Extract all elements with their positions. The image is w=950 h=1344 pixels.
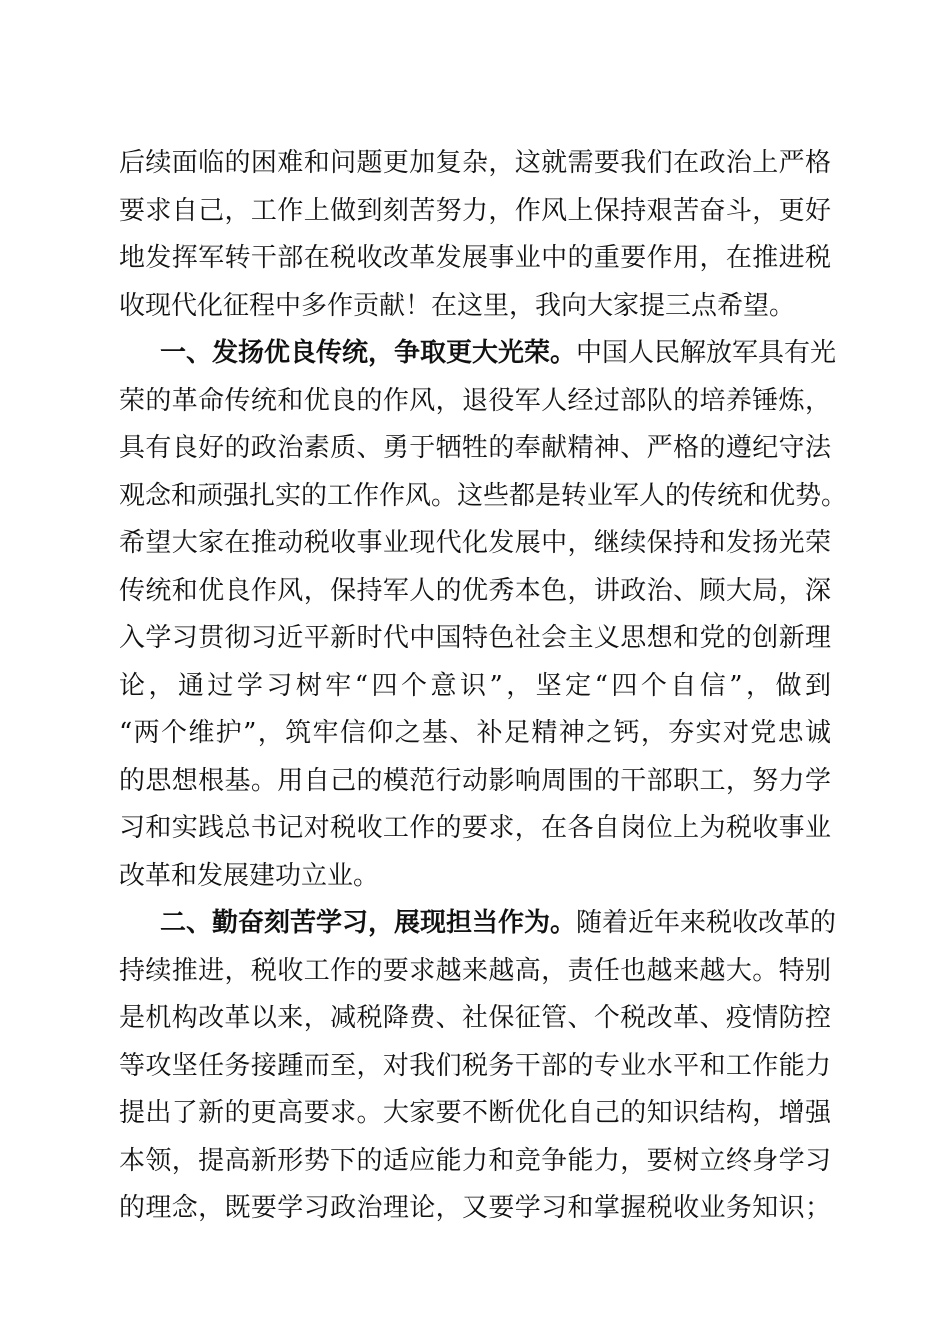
text-line: 的理念，既要学习政治理论，又要学习和掌握税收业务知识； [119, 1193, 831, 1223]
text-line: 具有良好的政治素质、勇于牺牲的奉献精神、严格的遵纪守法 [119, 433, 831, 463]
body-text [119, 140, 848, 1233]
text-line: 要求自己，工作上做到刻苦努力，作风上保持艰苦奋斗，更好 [119, 195, 831, 226]
text-line: 等攻坚任务接踵而至，对我们税务干部的专业水平和工作能力 [119, 1050, 831, 1081]
text-line: 持续推进，税收工作的要求越来越高，责任也越来越大。特别 [119, 955, 831, 986]
text-line: 观念和顽强扎实的工作作风。这些都是转业军人的传统和优势。 [119, 480, 848, 511]
section-2-first-line [119, 900, 837, 948]
text-line: 的思想根基。用自己的模范行动影响周围的干部职工，努力学 [119, 765, 831, 796]
text-line: 改革和发展建功立业。 [119, 860, 380, 891]
text-line: 入学习贯彻习近平新时代中国特色社会主义思想和党的创新理 [119, 623, 831, 653]
text-line: 习和实践总书记对税收工作的要求，在各自岗位上为税收事业 [119, 813, 831, 843]
section-1-first-line-text: 中国人民解放军具有光 [576, 338, 837, 368]
text-line: 希望大家在推动税收事业现代化发展中，继续保持和发扬光荣 [119, 528, 831, 558]
text-line: 提出了新的更高要求。大家要不断优化自己的知识结构，增强 [119, 1098, 831, 1128]
text-line: 地发挥军转干部在税收改革发展事业中的重要作用，在推进税 [119, 243, 831, 273]
section-1-first-line [119, 330, 837, 378]
section-2-first-line-text: 随着近年来税收改革的 [576, 908, 837, 938]
text-line: 荣的革命传统和优良的作风，退役军人经过部队的培养锤炼， [119, 385, 831, 416]
text-line: 是机构改革以来，减税降费、社保征管、个税改革、疫情防控 [119, 1003, 831, 1033]
text-line: “两个维护”，筑牢信仰之基、补足精神之钙，夯实对党忠诚 [119, 718, 831, 748]
text-line: 收现代化征程中多作贡献！在这里，我向大家提三点希望。 [119, 290, 796, 321]
text-line: 本领，提高新形势下的适应能力和竞争能力，要树立终身学习 [119, 1145, 831, 1176]
text-line: 论，通过学习树牢“四个意识”，坚定“四个自信”，做到 [119, 670, 831, 701]
text-line: 后续面临的困难和问题更加复杂，这就需要我们在政治上严格 [119, 148, 831, 178]
section-2-heading: 二、勤奋刻苦学习，展现担当作为。 [160, 908, 577, 938]
section-1-heading: 一、发扬优良传统，争取更大光荣。 [160, 338, 577, 368]
text-line: 传统和优良作风，保持军人的优秀本色，讲政治、顾大局，深 [119, 575, 831, 606]
